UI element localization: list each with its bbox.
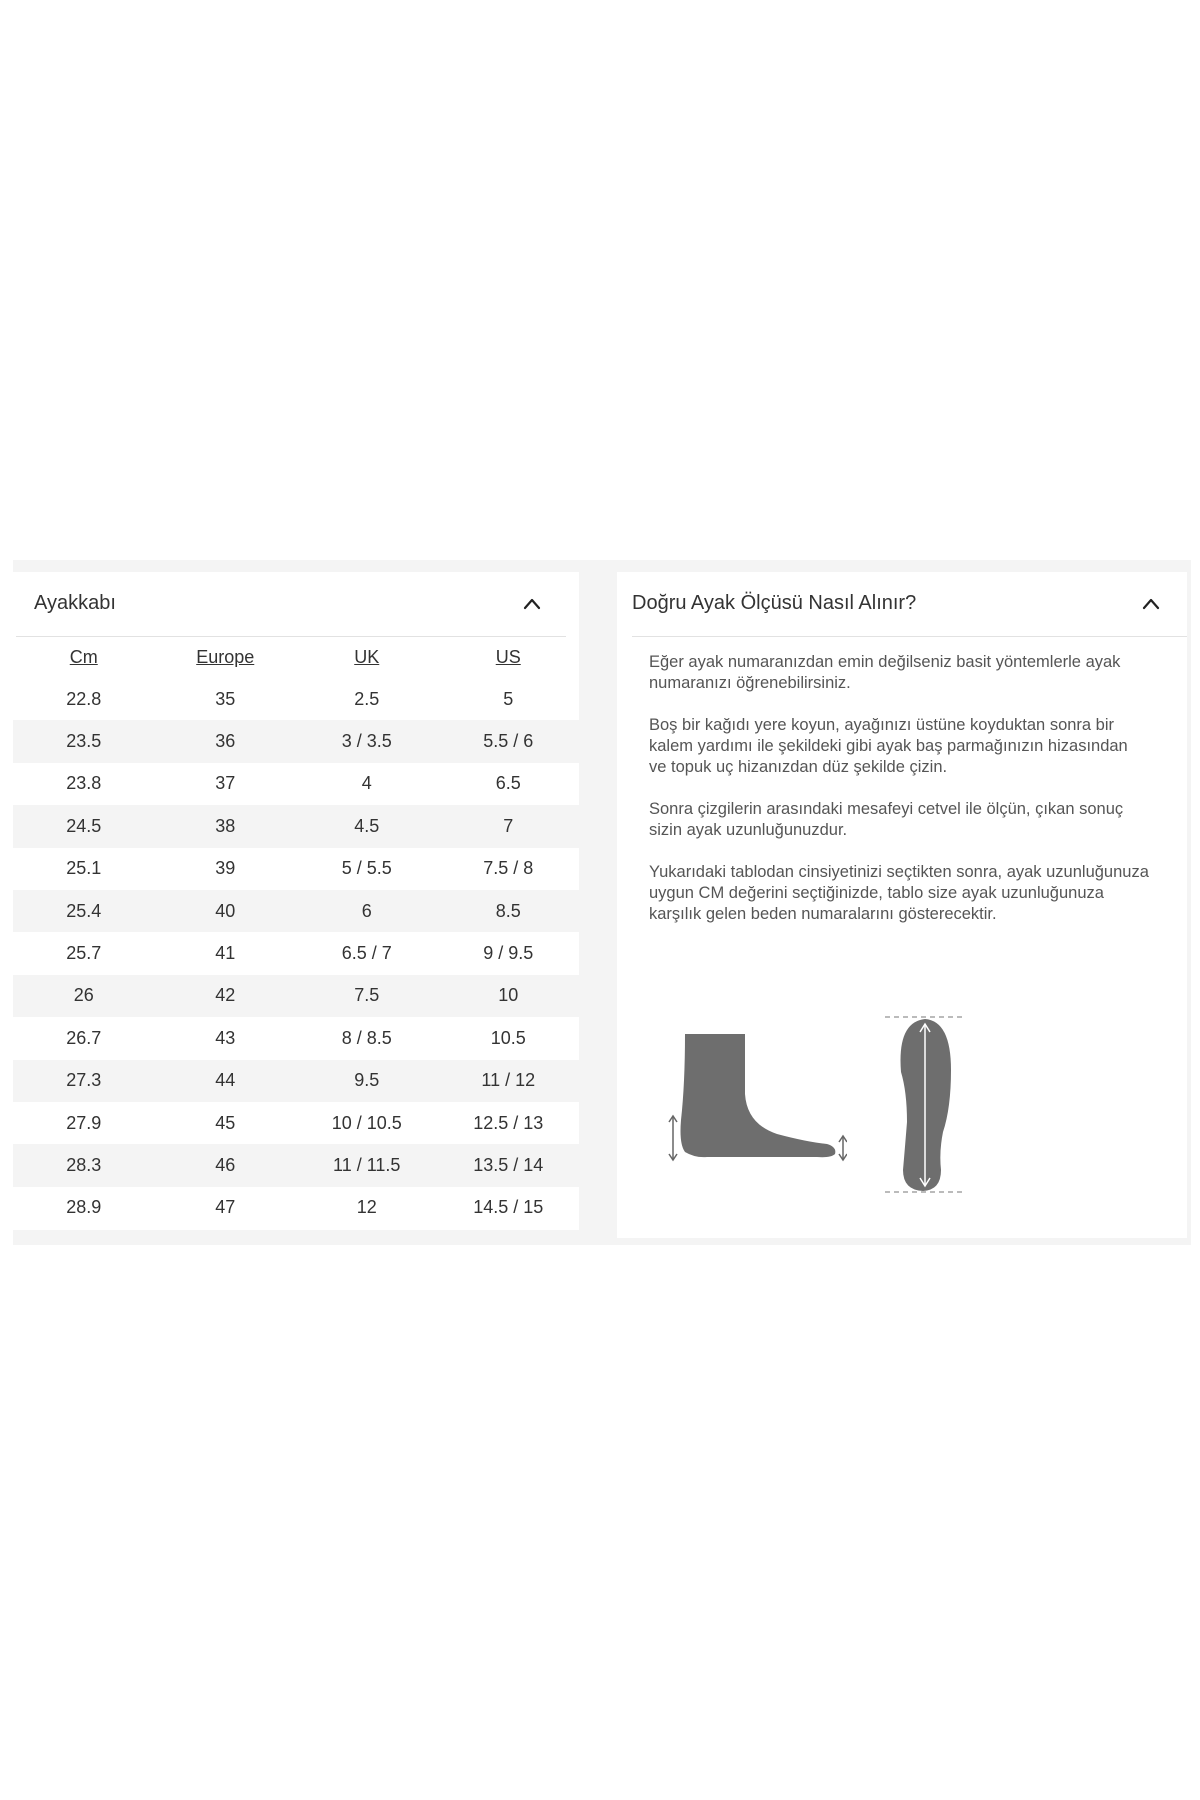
size-table-panel xyxy=(13,572,579,1230)
size-cell-uk: 6 xyxy=(296,890,438,932)
size-cell-uk: 7.5 xyxy=(296,975,438,1017)
size-cell-europe: 41 xyxy=(215,943,236,964)
size-cell-cm: 25.4 xyxy=(13,890,155,932)
size-table-header-row xyxy=(13,636,579,678)
foot-side-view-icon xyxy=(647,1024,847,1164)
size-cell-europe: 36 xyxy=(155,720,297,762)
size-cell-us: 14.5 / 15 xyxy=(473,1197,544,1218)
table-row xyxy=(13,763,579,805)
size-cell-europe: 37 xyxy=(215,773,236,794)
chevron-up-icon[interactable] xyxy=(522,594,542,614)
table-row xyxy=(13,932,579,974)
table-row xyxy=(13,890,579,932)
size-cell-europe: 42 xyxy=(155,975,297,1017)
size-cell-us: 8.5 xyxy=(438,890,580,932)
size-cell-europe: 35 xyxy=(215,688,236,709)
guide-paragraph: Sonra çizgilerin arasındaki mesafeyi cetvel ile ölçün, çıkan sonuç sizin ayak uzunluğunuzdur. xyxy=(649,800,1124,839)
size-cell-us: 6.5 xyxy=(495,773,521,794)
size-cell-us: 10 xyxy=(438,975,580,1017)
measure-guide-text xyxy=(649,652,1149,946)
size-cell-europe: 39 xyxy=(215,858,236,879)
size-cell-us: 7.5 / 8 xyxy=(483,858,534,879)
size-cell-uk: 8 / 8.5 xyxy=(341,1027,392,1048)
size-cell-cm: 25.7 xyxy=(66,943,102,964)
size-cell-uk: 3 / 3.5 xyxy=(296,720,438,762)
size-cell-us: 5 xyxy=(503,688,514,709)
size-table-title: Ayakkabı xyxy=(34,592,116,614)
size-cell-cm: 28.9 xyxy=(66,1197,102,1218)
size-table-header[interactable] xyxy=(16,572,566,637)
table-row xyxy=(13,720,579,762)
size-cell-cm: 26.7 xyxy=(66,1027,102,1048)
table-row xyxy=(13,848,579,890)
size-table xyxy=(13,636,579,1229)
size-cell-europe: 40 xyxy=(155,890,297,932)
size-cell-cm: 23.8 xyxy=(66,773,102,794)
size-cell-us: 11 / 12 xyxy=(438,1060,580,1102)
size-cell-uk: 10 / 10.5 xyxy=(331,1112,402,1133)
size-cell-europe: 46 xyxy=(155,1144,297,1186)
foot-sole-view-icon xyxy=(885,1012,965,1197)
column-header-uk[interactable]: UK xyxy=(354,646,380,667)
size-cell-europe: 44 xyxy=(155,1060,297,1102)
measure-guide-title: Doğru Ayak Ölçüsü Nasıl Alınır? xyxy=(632,592,917,614)
measure-guide-panel xyxy=(617,572,1187,1238)
column-header-us[interactable]: US xyxy=(495,646,521,667)
measure-guide-header[interactable] xyxy=(632,572,1187,637)
table-row xyxy=(13,1187,579,1229)
size-cell-cm: 22.8 xyxy=(66,688,102,709)
size-cell-us: 10.5 xyxy=(490,1027,526,1048)
size-cell-cm: 27.3 xyxy=(13,1060,155,1102)
size-cell-uk: 11 / 11.5 xyxy=(296,1144,438,1186)
size-cell-us: 13.5 / 14 xyxy=(438,1144,580,1186)
size-cell-cm: 25.1 xyxy=(66,858,102,879)
size-cell-us: 7 xyxy=(438,805,580,847)
size-cell-uk: 9.5 xyxy=(296,1060,438,1102)
chevron-up-icon[interactable] xyxy=(1141,594,1161,614)
size-cell-europe: 45 xyxy=(215,1112,236,1133)
size-cell-uk: 12 xyxy=(356,1197,377,1218)
size-cell-cm: 24.5 xyxy=(13,805,155,847)
size-cell-cm: 27.9 xyxy=(66,1112,102,1133)
column-header-europe[interactable]: Europe xyxy=(196,646,255,667)
size-cell-uk: 2.5 xyxy=(354,688,380,709)
size-cell-europe: 43 xyxy=(215,1027,236,1048)
table-row xyxy=(13,678,579,720)
table-row xyxy=(13,1017,579,1059)
size-cell-us: 12.5 / 13 xyxy=(473,1112,544,1133)
guide-paragraph: Eğer ayak numaranızdan emin değilseniz basit yöntemlerle ayak numaranızı öğrenebilirsiniz. xyxy=(649,653,1121,692)
size-cell-uk: 4.5 xyxy=(296,805,438,847)
table-row xyxy=(13,1144,579,1186)
size-cell-europe: 47 xyxy=(215,1197,236,1218)
size-cell-europe: 38 xyxy=(155,805,297,847)
size-cell-cm: 23.5 xyxy=(13,720,155,762)
size-cell-uk: 4 xyxy=(361,773,372,794)
table-row xyxy=(13,975,579,1017)
size-cell-uk: 6.5 / 7 xyxy=(341,943,392,964)
size-cell-cm: 26 xyxy=(13,975,155,1017)
table-row xyxy=(13,1102,579,1144)
table-row xyxy=(13,805,579,847)
size-cell-uk: 5 / 5.5 xyxy=(341,858,392,879)
size-cell-cm: 28.3 xyxy=(13,1144,155,1186)
guide-paragraph: Yukarıdaki tablodan cinsiyetinizi seçtikten sonra, ayak uzunluğunuza uygun CM değerini seçtiğinizde, tablo size ayak uzunluğunuza karşılık gelen beden numaralarını gösterecektir. xyxy=(649,863,1149,923)
table-row xyxy=(13,1060,579,1102)
size-cell-us: 9 / 9.5 xyxy=(483,943,534,964)
column-header-cm[interactable]: Cm xyxy=(69,646,98,667)
size-cell-us: 5.5 / 6 xyxy=(438,720,580,762)
guide-paragraph: Boş bir kağıdı yere koyun, ayağınızı üstüne koyduktan sonra bir kalem yardımı ile şekildeki gibi ayak baş parmağınızın hizasından ve topuk uç hizanızdan düz şekilde çizin. xyxy=(649,716,1128,776)
